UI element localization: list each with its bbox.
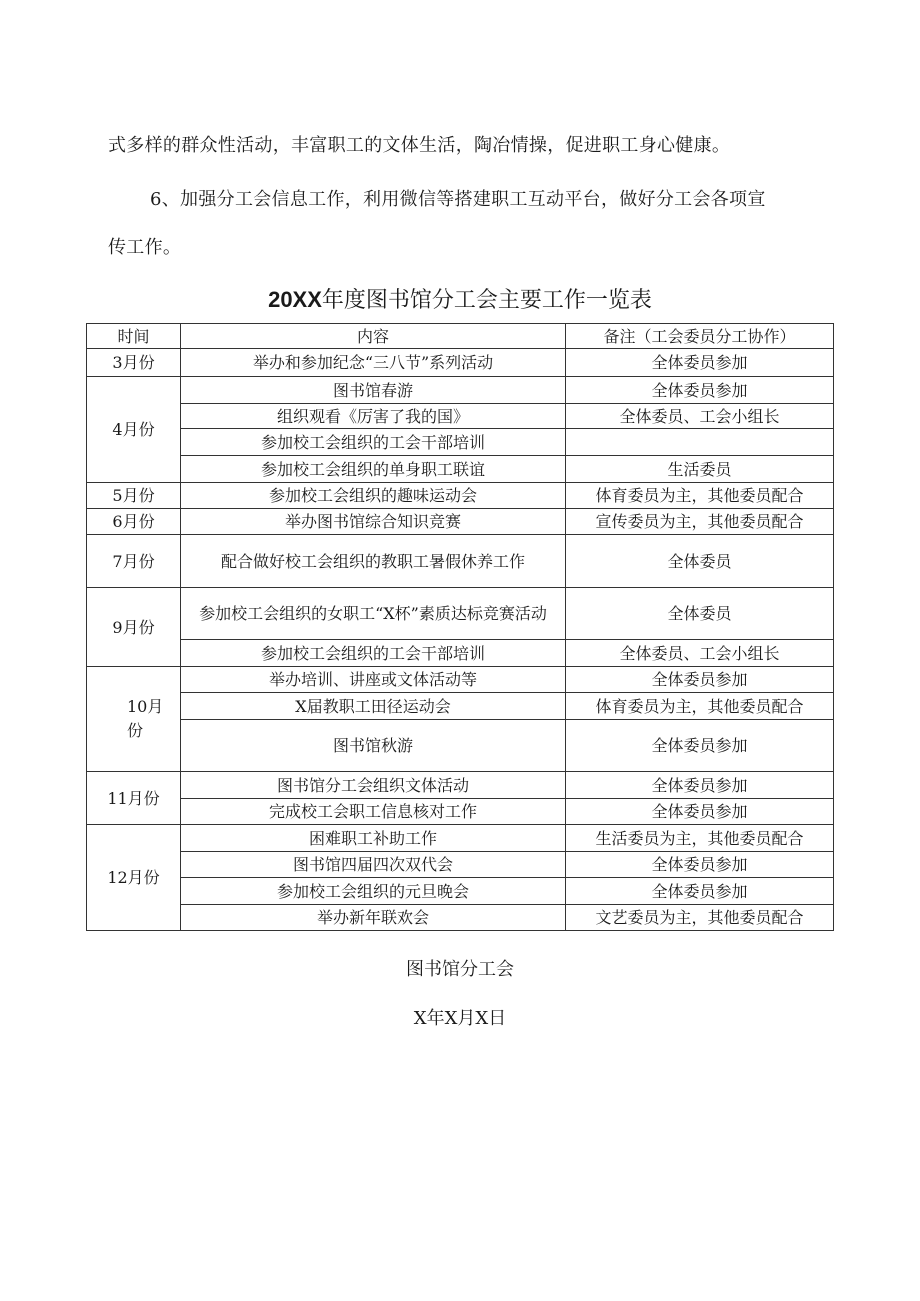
- table-row: [87, 588, 834, 640]
- table-row: [87, 404, 834, 429]
- content-cell: 图书馆春游: [181, 377, 566, 404]
- content-cell: 困难职工补助工作: [181, 825, 566, 852]
- table-row: [87, 667, 834, 693]
- note-cell: 文艺委员为主，其他委员配合: [566, 905, 834, 931]
- note-cell: 全体委员参加: [566, 799, 834, 825]
- note-cell: 生活委员: [566, 456, 834, 483]
- table-row: [87, 377, 834, 404]
- note-cell: 全体委员参加: [566, 852, 834, 878]
- content-cell: 举办图书馆综合知识竞赛: [181, 509, 566, 535]
- content-cell: 组织观看《厉害了我的国》: [181, 404, 566, 429]
- paragraph-text: 式多样的群众性活动，丰富职工的文体生活，陶冶情操，促进职工身心健康。: [108, 135, 731, 156]
- note-cell: 全体委员参加: [566, 772, 834, 799]
- month-label-line: 10月: [127, 697, 164, 716]
- paragraph-text: 6、加强分工会信息工作，利用微信等搭建职工互动平台，做好分工会各项宣: [150, 189, 766, 210]
- table-row: [87, 825, 834, 852]
- note-cell: 全体委员参加: [566, 349, 834, 377]
- table-row: [87, 693, 834, 720]
- table-row: [87, 429, 834, 456]
- table-row: [87, 349, 834, 377]
- table-row: [87, 509, 834, 535]
- note-cell: [566, 429, 834, 456]
- month-label-line: 份: [127, 721, 144, 740]
- header-content: 内容: [181, 324, 566, 349]
- note-cell: 体育委员为主，其他委员配合: [566, 483, 834, 509]
- content-cell: 图书馆四届四次双代会: [181, 852, 566, 878]
- document-title: [0, 283, 920, 314]
- content-cell: X届教职工田径运动会: [181, 693, 566, 720]
- note-cell: 全体委员: [566, 535, 834, 588]
- month-cell: [87, 667, 181, 772]
- month-cell: 3月份: [87, 349, 181, 377]
- month-cell: 11月份: [87, 772, 181, 825]
- table-row: [87, 483, 834, 509]
- content-cell: 参加校工会组织的工会干部培训: [181, 640, 566, 667]
- content-cell: 举办和参加纪念“三八节”系列活动: [181, 349, 566, 377]
- note-cell: 全体委员、工会小组长: [566, 640, 834, 667]
- content-cell: 图书馆分工会组织文体活动: [181, 772, 566, 799]
- note-cell: 全体委员: [566, 588, 834, 640]
- table-row: [87, 535, 834, 588]
- content-cell: 配合做好校工会组织的教职工暑假休养工作: [181, 535, 566, 588]
- note-cell: 生活委员为主，其他委员配合: [566, 825, 834, 852]
- table-row: [87, 799, 834, 825]
- note-cell: 全体委员、工会小组长: [566, 404, 834, 429]
- signature-org: 图书馆分工会: [406, 959, 514, 980]
- content-cell: 完成校工会职工信息核对工作: [181, 799, 566, 825]
- content-cell: 举办新年联欢会: [181, 905, 566, 931]
- work-schedule-table: [86, 323, 834, 931]
- note-cell: 全体委员参加: [566, 878, 834, 905]
- note-cell: 宣传委员为主，其他委员配合: [566, 509, 834, 535]
- month-cell: 9月份: [87, 588, 181, 667]
- content-cell: 参加校工会组织的工会干部培训: [181, 429, 566, 456]
- signature-date: X年X月X日: [413, 1008, 507, 1029]
- header-note: 备注（工会委员分工协作）: [566, 324, 834, 349]
- note-cell: 全体委员参加: [566, 377, 834, 404]
- content-cell: 参加校工会组织的女职工“X杯”素质达标竞赛活动: [181, 588, 566, 640]
- content-cell: 图书馆秋游: [181, 720, 566, 772]
- table-row: [87, 772, 834, 799]
- table-row: [87, 905, 834, 931]
- note-cell: 体育委员为主，其他委员配合: [566, 693, 834, 720]
- content-cell: 参加校工会组织的单身职工联谊: [181, 456, 566, 483]
- title-text: 年度图书馆分工会主要工作一览表: [321, 288, 652, 313]
- table-row: [87, 720, 834, 772]
- note-cell: 全体委员参加: [566, 667, 834, 693]
- content-cell: 参加校工会组织的元旦晚会: [181, 878, 566, 905]
- header-time: 时间: [87, 324, 181, 349]
- note-cell: 全体委员参加: [566, 720, 834, 772]
- table-row: [87, 456, 834, 483]
- table-header-row: [87, 324, 834, 349]
- paragraph-text: 传工作。: [108, 237, 182, 258]
- table-row: [87, 878, 834, 905]
- table-row: [87, 640, 834, 667]
- month-cell: 4月份: [87, 377, 181, 483]
- month-cell: 7月份: [87, 535, 181, 588]
- content-cell: 举办培训、讲座或文体活动等: [181, 667, 566, 693]
- table-row: [87, 852, 834, 878]
- month-cell: 12月份: [87, 825, 181, 931]
- title-year: 20XX: [268, 287, 322, 312]
- content-cell: 参加校工会组织的趣味运动会: [181, 483, 566, 509]
- month-cell: 6月份: [87, 509, 181, 535]
- month-cell: 5月份: [87, 483, 181, 509]
